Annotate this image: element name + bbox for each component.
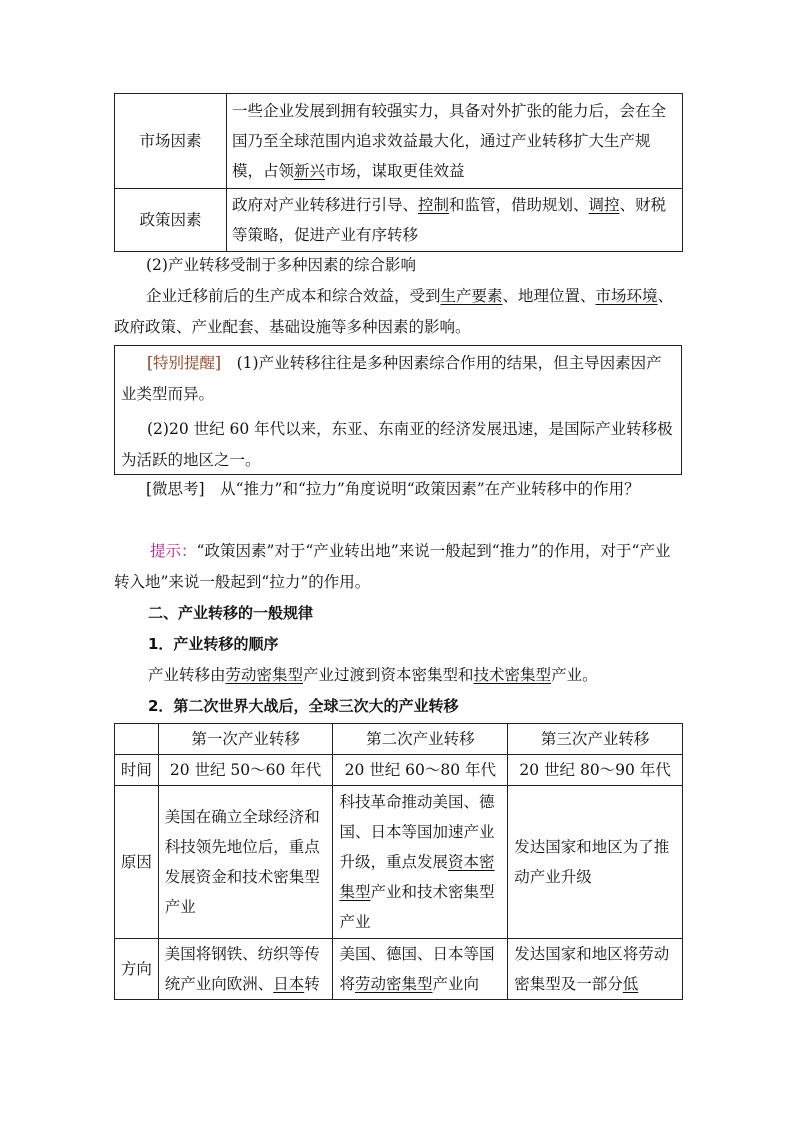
table-cell: 20 世纪 80～90 年代 <box>508 755 683 786</box>
think-tag: [微思考] <box>146 480 205 498</box>
table-cell: 20 世纪 60～80 年代 <box>333 755 508 786</box>
point-heading: (2)产业转移受制于多种因素的综合影响 <box>146 256 416 274</box>
order-text: 产业转移由劳动密集型产业过渡到资本密集型和技术密集型产业。 <box>148 666 598 684</box>
think-question: [微思考] 从“推力”和“拉力”角度说明“政策因素”在产业转移中的作用？ <box>146 480 640 498</box>
table-cell-label: 时间 <box>115 755 159 786</box>
table-header-cell <box>115 724 159 755</box>
table-cell: 20 世纪 50～60 年代 <box>158 755 333 786</box>
table-row <box>115 939 683 1000</box>
table-cell: 美国在确立全球经济和科技领先地位后，重点发展资金和技术密集型产业 <box>158 786 333 939</box>
table-header-cell: 第一次产业转移 <box>158 724 333 755</box>
transfer-table <box>114 723 683 1000</box>
table-cell: 发达国家和地区将劳动密集型及一部分低 <box>508 939 683 1000</box>
table-row <box>115 786 683 939</box>
table-header-cell: 第二次产业转移 <box>333 724 508 755</box>
factor-table <box>114 93 683 252</box>
tip-box <box>114 345 682 475</box>
table-cell: 美国、德国、日本等国将劳动密集型产业向 <box>333 939 508 1000</box>
tip-tag: [特别提醒] <box>147 354 222 372</box>
table-cell-label: 市场因素 <box>115 94 227 189</box>
subsection-2: 2．第二次世界大战后，全球三次大的产业转移 <box>148 697 459 715</box>
table-cell-text: 一些企业发展到拥有较强实力，具备对外扩张的能力后，会在全国乃至全球范围内追求效益最大化，通过产业转移扩大生产规模，占领新兴市场，谋取更佳效益 <box>227 94 683 189</box>
table-cell-label: 原因 <box>115 786 159 939</box>
point-body: 企业迁移前后的生产成本和综合效益，受到生产要素、地理位置、市场环境、政府政策、产业配套、基础设施等多种因素的影响。 <box>114 287 674 336</box>
table-header-cell: 第三次产业转移 <box>508 724 683 755</box>
hint-tag: 提示： <box>150 542 197 560</box>
table-cell: 科技革命推动美国、德国、日本等国加速产业升级，重点发展资本密集型产业和技术密集型产业 <box>333 786 508 939</box>
table-cell-text: 政府对产业转移进行引导、控制和监管，借助规划、调控、财税等策略，促进产业有序转移 <box>227 189 683 252</box>
table-row <box>115 189 683 252</box>
table-row <box>115 94 683 189</box>
table-row <box>115 755 683 786</box>
table-cell: 美国将钢铁、纺织等传统产业向欧洲、日本转 <box>158 939 333 1000</box>
tip-paragraph-1: [特别提醒] (1)产业转移往往是多种因素综合作用的结果，但主导因素因产业类型而异。 <box>121 354 662 403</box>
think-hint: 提示：“政策因素”对于“产业转出地”来说一般起到“推力”的作用，对于“产业转入地”来说一般起到“拉力”的作用。 <box>114 542 671 591</box>
subsection-1: 1．产业转移的顺序 <box>148 635 279 653</box>
tip-paragraph-2: (2)20 世纪 60 年代以来，东亚、东南亚的经济发展迅速，是国际产业转移极为活跃的地区之一。 <box>121 420 673 469</box>
table-header-row <box>115 724 683 755</box>
table-cell-label: 方向 <box>115 939 159 1000</box>
table-cell: 发达国家和地区为了推动产业升级 <box>508 786 683 939</box>
section-title: 二、产业转移的一般规律 <box>148 604 314 622</box>
table-cell-label: 政策因素 <box>115 189 227 252</box>
